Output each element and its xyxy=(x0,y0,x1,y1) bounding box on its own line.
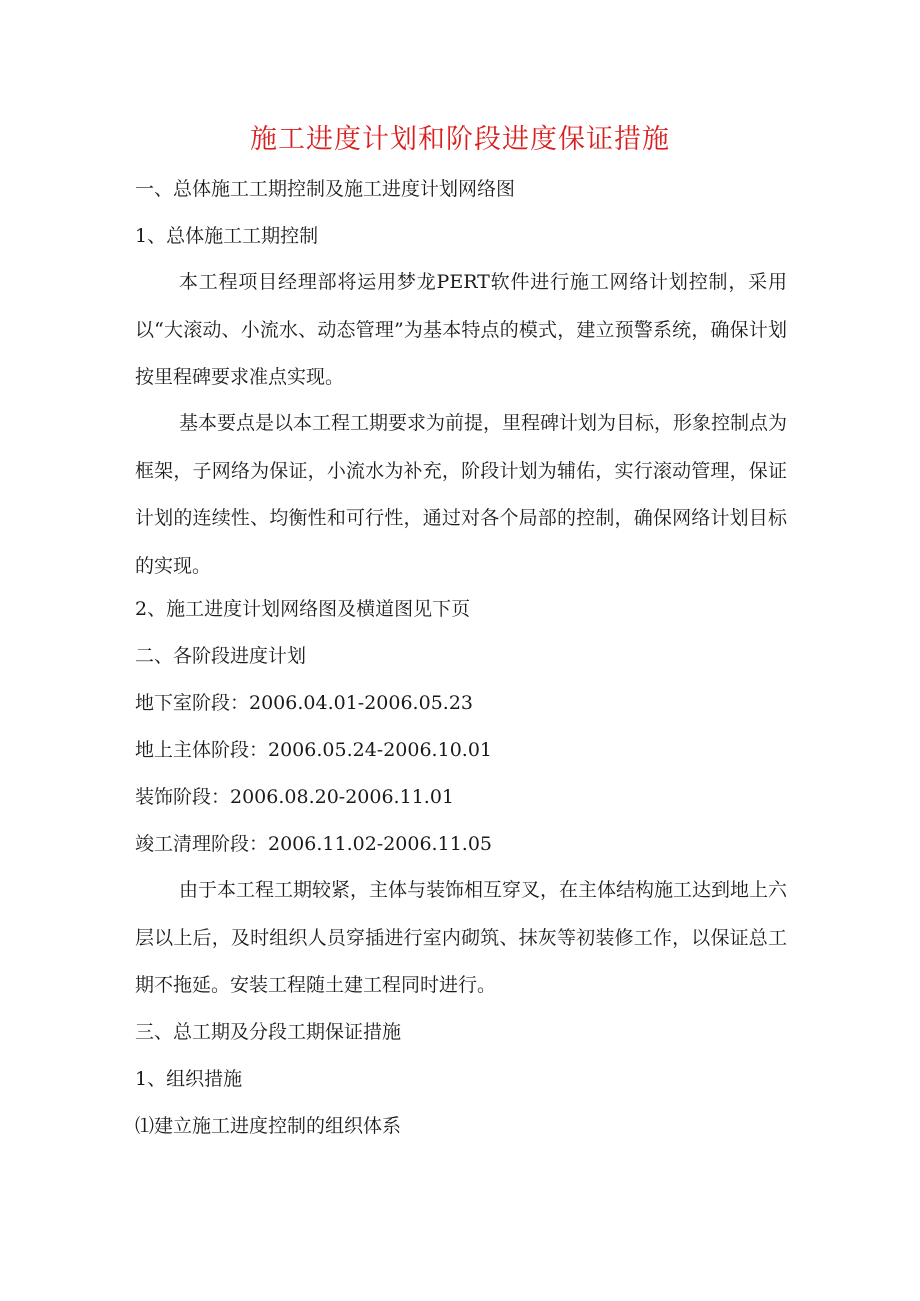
document-title: 施工进度计划和阶段进度保证措施 xyxy=(250,124,670,155)
paragraph-3: 由于本工程工期较紧，主体与装饰相互穿叉，在主体结构施工达到地上六层以上后，及时组织人员穿插进行室内砌筑、抹灰等初装修工作，以保证总工期不拖延。安装工程随土建工程同时进行。 xyxy=(135,879,788,996)
subheading-1-1: 1、总体施工工期控制 xyxy=(135,225,319,247)
stage-decoration: 装饰阶段：2006.08.20-2006.11.01 xyxy=(135,786,454,808)
list-item-1: ⑴建立施工进度控制的组织体系 xyxy=(135,1115,402,1137)
paragraph-1: 本工程项目经理部将运用梦龙PERT软件进行施工网络计划控制，采用以“大滚动、小流水、动态管理”为基本特点的模式，建立预警系统，确保计划按里程碑要求准点实现。 xyxy=(135,271,787,388)
section-heading-3: 三、总工期及分段工期保证措施 xyxy=(135,1021,402,1043)
stage-completion: 竣工清理阶段：2006.11.02-2006.11.05 xyxy=(135,833,492,855)
subheading-1-2: 2、施工进度计划网络图及横道图见下页 xyxy=(135,598,471,620)
paragraph-2: 基本要点是以本工程工期要求为前提，里程碑计划为目标，形象控制点为框架，子网络为保证，小流水为补充，阶段计划为辅佑，实行滚动管理，保证计划的连续性、均衡性和可行性，通过对各个局部的控制，确保网络计划目标的实现。 xyxy=(135,412,788,577)
section-heading-1: 一、总体施工工期控制及施工进度计划网络图 xyxy=(135,178,516,200)
section-heading-2: 二、各阶段进度计划 xyxy=(135,645,307,667)
subheading-3-1: 1、组织措施 xyxy=(135,1068,243,1090)
stage-basement: 地下室阶段：2006.04.01-2006.05.23 xyxy=(135,692,473,714)
stage-main-structure: 地上主体阶段：2006.05.24-2006.10.01 xyxy=(135,739,492,761)
